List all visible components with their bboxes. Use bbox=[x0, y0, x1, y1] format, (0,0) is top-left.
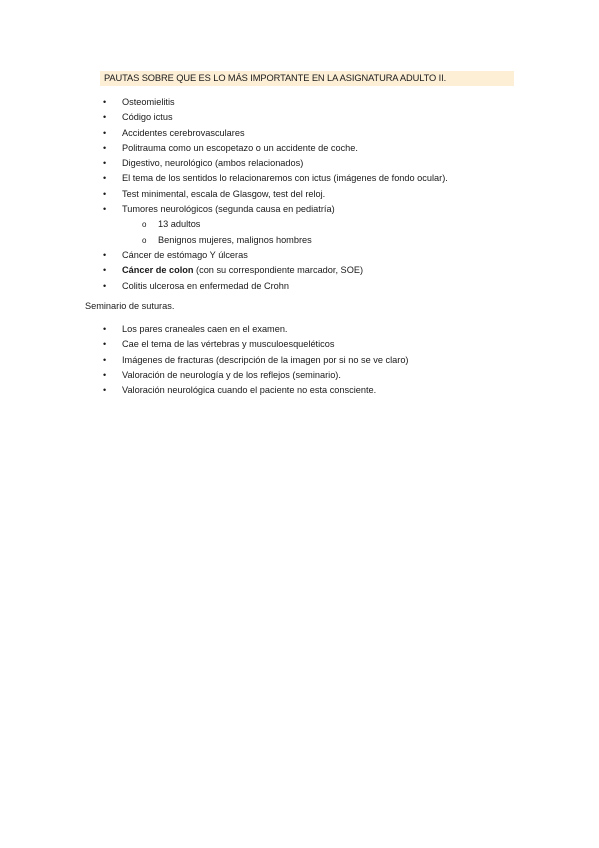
bullet-icon: • bbox=[103, 385, 107, 396]
bullet-icon: • bbox=[103, 265, 107, 276]
circle-bullet-icon: o bbox=[142, 220, 147, 230]
bullet-icon: • bbox=[103, 354, 107, 365]
sub-list-item: o 13 adultos bbox=[100, 217, 448, 232]
bullet-icon: • bbox=[103, 173, 107, 184]
list-item: • Código ictus bbox=[100, 110, 448, 125]
list-item: • Accidentes cerebrovasculares bbox=[100, 126, 448, 141]
list-item: • Test minimental, escala de Glasgow, test del reloj. bbox=[100, 187, 448, 202]
bullet-icon: • bbox=[103, 369, 107, 380]
list-item: • Cáncer de colon (con su correspondiente marcador, SOE) bbox=[100, 263, 448, 278]
bullet-icon: • bbox=[103, 249, 107, 260]
bullet-icon: • bbox=[103, 188, 107, 199]
list-item: • Valoración neurológica cuando el paciente no esta consciente. bbox=[100, 383, 409, 398]
sub-list-item: o Benignos mujeres, malignos hombres bbox=[100, 233, 448, 248]
list-item: • Cáncer de estómago Y úlceras bbox=[100, 248, 448, 263]
bullet-icon: • bbox=[103, 127, 107, 138]
list-item: • Tumores neurológicos (segunda causa en pediatría) bbox=[100, 202, 448, 217]
bullet-icon: • bbox=[103, 142, 107, 153]
seminar-list bbox=[100, 322, 409, 398]
topics-list bbox=[100, 95, 448, 294]
highlighted-heading: PAUTAS SOBRE QUE ES LO MÁS IMPORTANTE EN LA ASIGNATURA ADULTO II. bbox=[100, 71, 514, 86]
list-item: • Politrauma como un escopetazo o un accidente de coche. bbox=[100, 141, 448, 156]
list-item: • Imágenes de fracturas (descripción de la imagen por si no se ve claro) bbox=[100, 353, 409, 368]
list-item: • Digestivo, neurológico (ambos relacionados) bbox=[100, 156, 448, 171]
list-item: • Osteomielitis bbox=[100, 95, 448, 110]
list-item: • Valoración de neurología y de los reflejos (seminario). bbox=[100, 368, 409, 383]
bullet-icon: • bbox=[103, 97, 107, 107]
bullet-icon: • bbox=[103, 112, 107, 123]
bullet-icon: • bbox=[103, 204, 107, 215]
bullet-icon: • bbox=[103, 324, 107, 334]
circle-bullet-icon: o bbox=[142, 235, 147, 245]
list-item: • Colitis ulcerosa en enfermedad de Crohn bbox=[100, 279, 448, 294]
list-item: • El tema de los sentidos lo relacionaremos con ictus (imágenes de fondo ocular). bbox=[100, 171, 448, 186]
bullet-icon: • bbox=[103, 158, 107, 169]
bullet-icon: • bbox=[103, 339, 107, 350]
list-item: • Cae el tema de las vértebras y musculoesqueléticos bbox=[100, 337, 409, 352]
bold-text: Cáncer de colon bbox=[122, 265, 194, 276]
section-title: Seminario de suturas. bbox=[85, 301, 175, 311]
list-item: • Los pares craneales caen en el examen. bbox=[100, 322, 409, 337]
bullet-icon: • bbox=[103, 280, 107, 291]
